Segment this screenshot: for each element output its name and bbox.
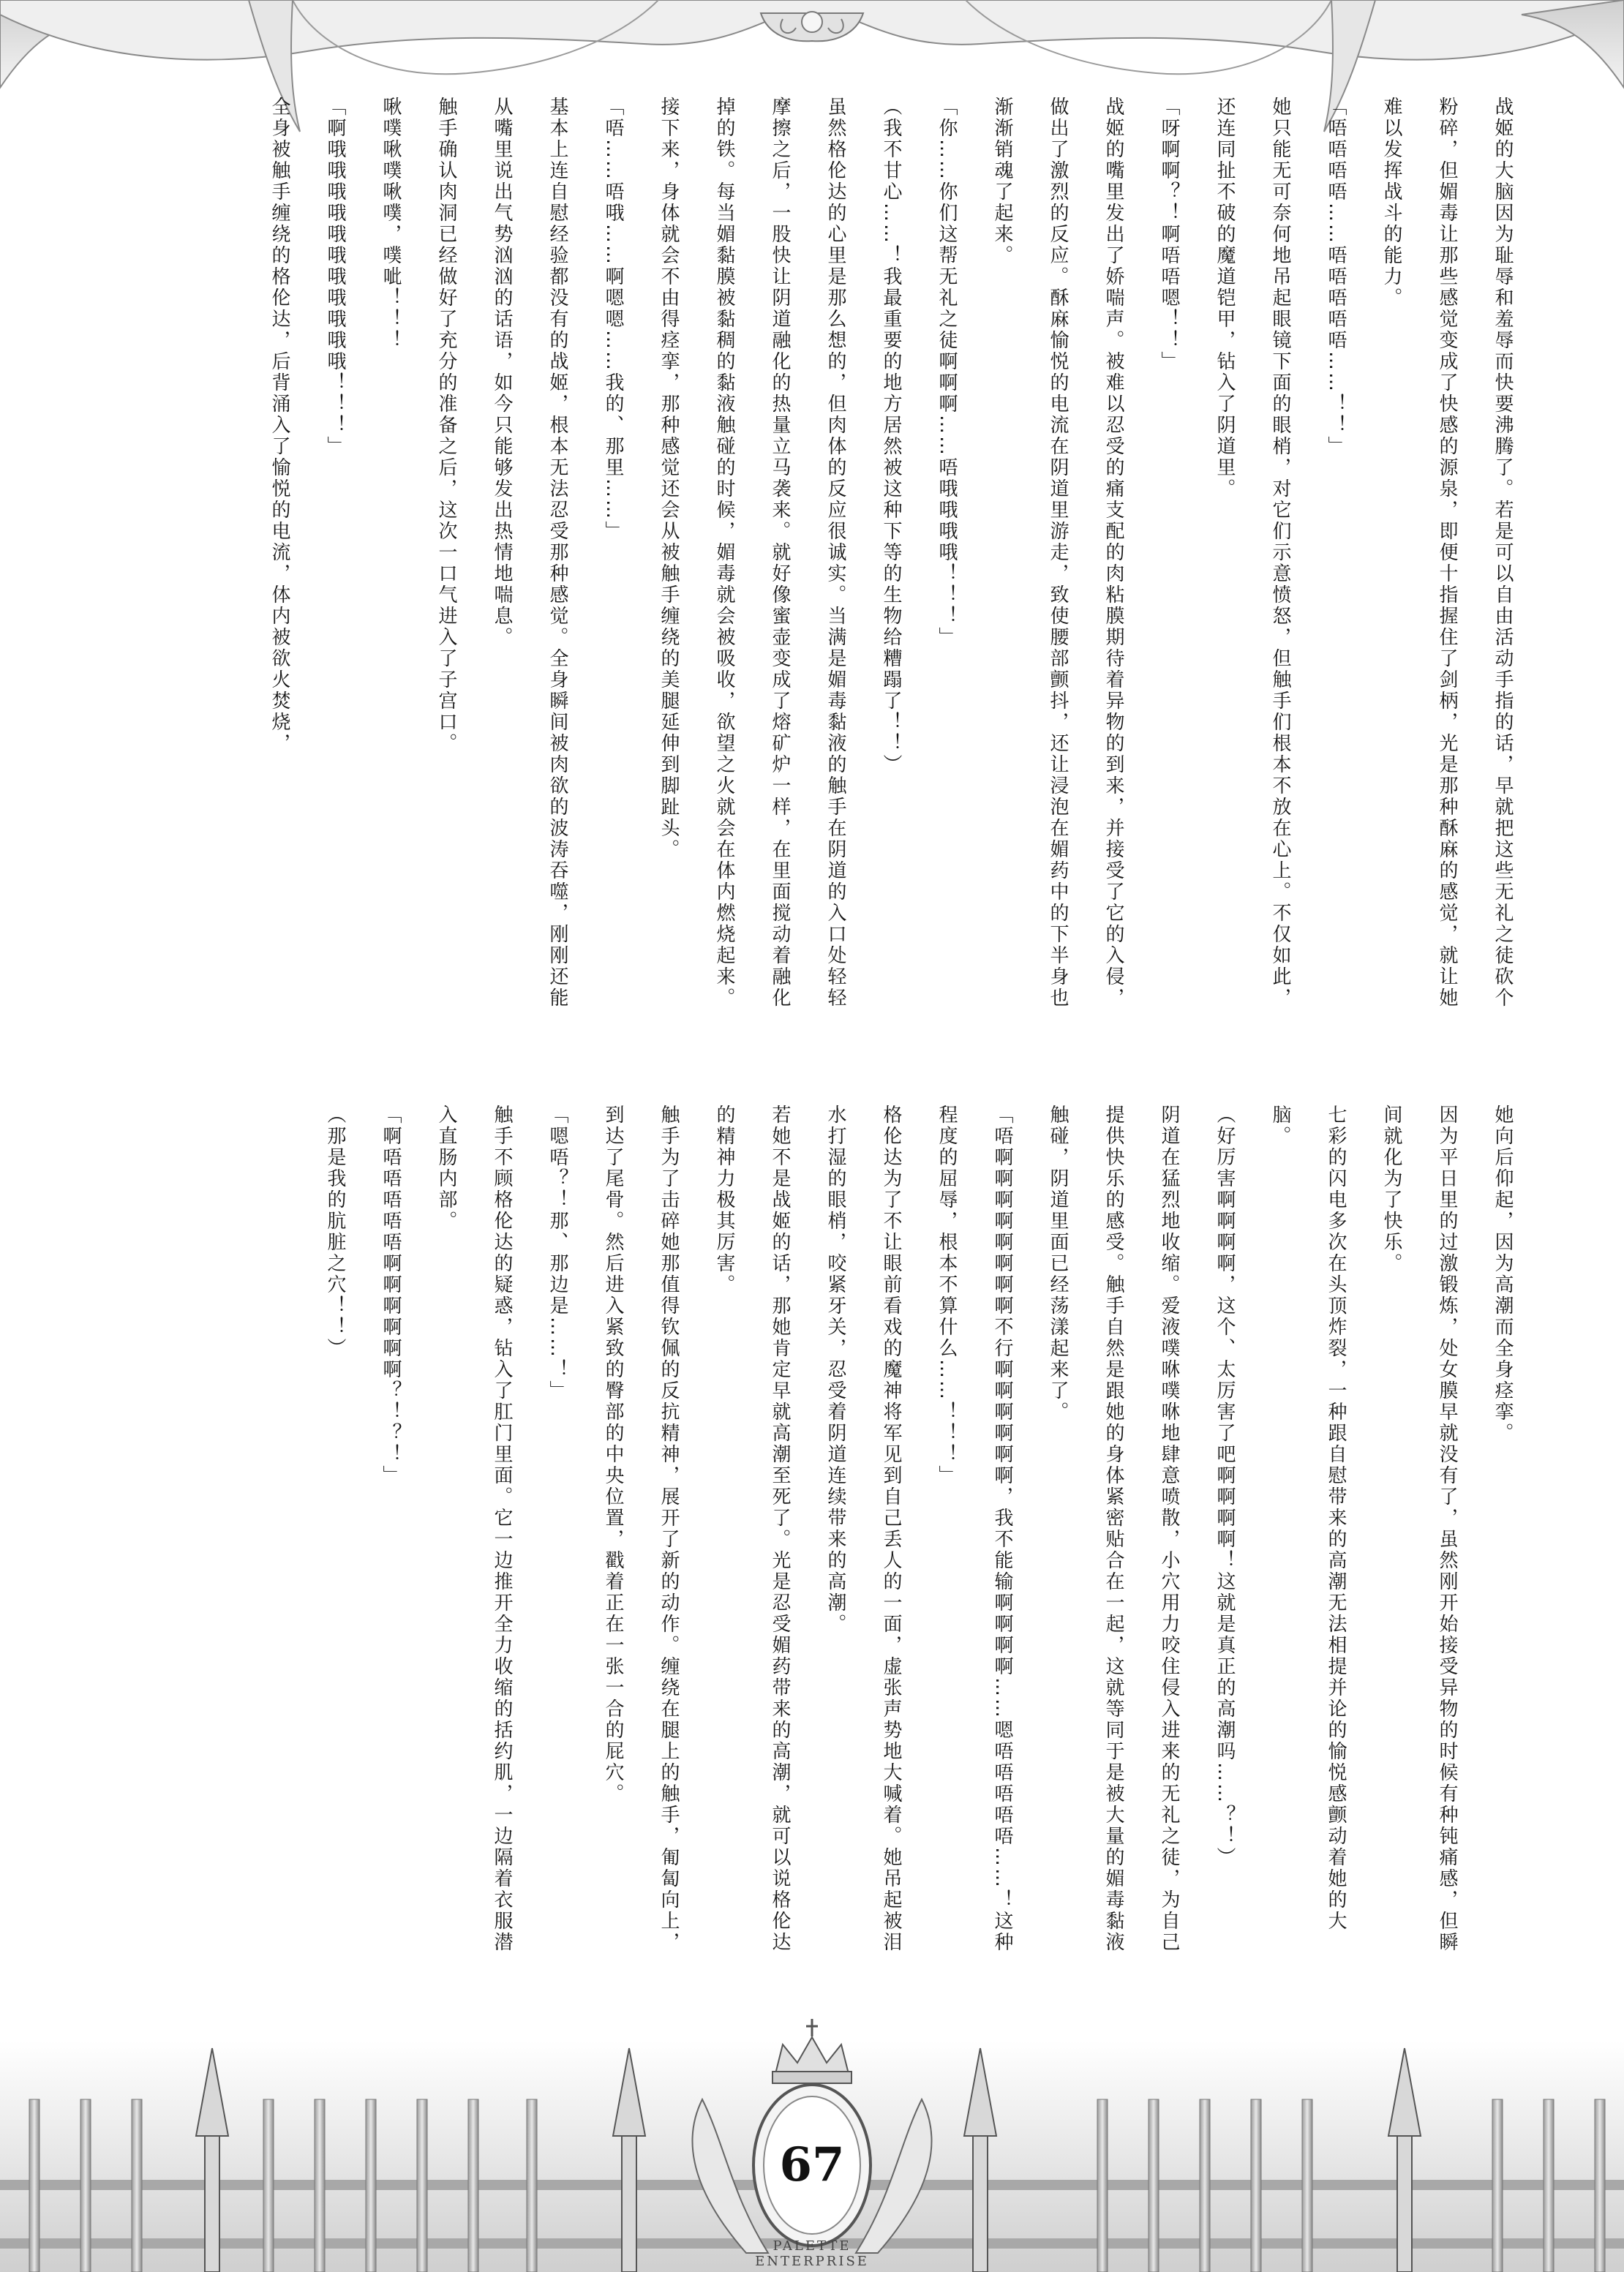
paragraph: 因为平日里的过激锻炼，处女膜早就没有了，虽然刚开始接受异物的时候有种钝痛感，但瞬间就化为了快乐。 — [1380, 1105, 1458, 1953]
paragraph: 基本上连自慰经验都没有的战姬，根本无法忍受那种感觉。全身瞬间被肉欲的波涛吞噬，刚刚还能从嘴里说出气势汹汹的话语，如今只能够发出热情地喘息。 — [491, 97, 568, 1009]
text-block-bottom — [307, 1105, 1530, 1968]
paragraph: 触手不顾格伦达的疑惑，钻入了肛门里面。它一边推开全力收缩的括约肌，一边隔着衣服潜入直肠内部。 — [435, 1105, 513, 1953]
paragraph: 「呀啊啊？！啊唔唔嗯！！」 — [1158, 97, 1180, 372]
text-block-top — [252, 97, 1530, 1011]
paragraph: 「啊唔唔唔唔唔啊啊啊啊啊啊？！？！」 — [380, 1105, 402, 1486]
paragraph: 触手确认肉洞已经做好了充分的准备之后，这次一口气进入了子宫口。 — [435, 97, 457, 754]
paragraph: （我不甘心……！我最重要的地方居然被这种下等的生物给糟蹋了！！） — [880, 97, 902, 775]
paragraph: 七彩的闪电多次在头顶炸裂，一种跟自慰带来的高潮无法相提并论的愉悦感颤动着她的大脑。 — [1269, 1105, 1347, 1932]
paragraph: 「啊哦哦哦哦哦哦哦哦哦哦哦！！！」 — [324, 97, 346, 457]
paragraph: 虽然格伦达的心里是那么想的，但肉体的反应很诚实。当满是媚毒黏液的触手在阴道的入口处轻轻摩擦之后，一股快让阴道融化的热量立马袭来。就好像蜜壶变成了熔矿炉一样，在里面搅动着融化掉的铁。每当媚黏膜被黏稠的黏液触碰的时候，媚毒就会被吸收，欲望之火就会在体内燃烧起来。接下来，身体就会不由得痉挛，那种感觉还会从被触手缠绕的美腿延伸到脚趾头。 — [658, 97, 846, 1009]
paragraph: 「你……你们这帮无礼之徒啊啊啊……唔哦哦哦哦！！！」 — [936, 97, 958, 648]
paragraph: 「唔啊啊啊啊啊啊啊啊不行啊啊啊啊啊啊，我不能输啊啊啊啊……嗯唔唔唔唔唔……！这种程度的屈辱，根本不算什么……！！！」 — [936, 1105, 1013, 1953]
page-number: 67 — [779, 2137, 845, 2192]
paragraph: 她只能无可奈何地吊起眼镜下面的眼梢，对它们示意愤怒，但触手们根本不放在心上。不仅如此，还连同扯不破的魔道铠甲，钻入了阴道里。 — [1214, 97, 1291, 1009]
paragraph: 全身被触手缠绕的格伦达，后背涌入了愉悦的电流，体内被欲火焚烧， — [268, 97, 290, 754]
paragraph: 触手为了击碎她那值得钦佩的反抗精神，展开了新的动作。缠绕在腿上的触手，匍匐向上，到达了尾骨。然后进入紧致的臀部的中央位置，戳着正在一张一合的屁穴。 — [602, 1105, 680, 1953]
paragraph: 格伦达为了不让眼前看戏的魔神将军见到自己丢人的一面，虚张声势地大喊着。她吊起被泪水打湿的眼梢，咬紧牙关，忍受着阴道连续带来的高潮。 — [824, 1105, 902, 1953]
paragraph: （好厉害啊啊啊啊，这个、太厉害了吧啊啊啊啊！这就是真正的高潮吗……？！） — [1214, 1105, 1236, 1868]
paragraph: 她向后仰起，因为高潮而全身痉挛。 — [1492, 1105, 1514, 1444]
publisher-label: PALETTE ENTERPRISE — [755, 2238, 869, 2269]
paragraph: 阴道在猛烈地收缩。爱液噗咻噗咻地肆意喷散，小穴用力咬住侵入进来的无礼之徒，为自己提供快乐的感受。触手自然是跟她的身体紧密贴合在一起，这就等同于是被大量的媚毒黏液触碰，阴道里面已经荡漾起来了。 — [1047, 1105, 1180, 1953]
paragraph: 「嗯唔？！那、那边是……！」 — [546, 1105, 568, 1402]
paragraph: 若她不是战姬的话，那她肯定早就高潮至死了。光是忍受媚药带来的高潮，就可以说格伦达的精神力极其厉害。 — [713, 1105, 791, 1953]
paragraph: （那是我的肮脏之穴！！） — [324, 1105, 346, 1359]
paragraph: 「唔……唔哦……啊嗯嗯……我的、那里……」 — [602, 97, 624, 542]
paragraph: 「唔唔唔唔……唔唔唔唔唔……！！」 — [1325, 97, 1347, 457]
paragraph: 战姬的大脑因为耻辱和羞辱而快要沸腾了。若是可以自由活动手指的话，早就把这些无礼之徒砍个粉碎，但媚毒让那些感觉变成了快感的源泉，即便十指握住了剑柄，光是那种酥麻的感觉，就让她难以发挥战斗的能力。 — [1380, 97, 1514, 1009]
paragraph: 战姬的嘴里发出了娇喘声。被难以忍受的痛支配的肉粘膜期待着异物的到来，并接受了它的入侵，做出了激烈的反应。酥麻愉悦的电流在阴道里游走，致使腰部颤抖，还让浸泡在媚药中的下半身也渐渐销魂了起来。 — [991, 97, 1124, 1009]
paragraph: 啾噗啾噗啾噗，噗呲！！！ — [380, 97, 402, 351]
